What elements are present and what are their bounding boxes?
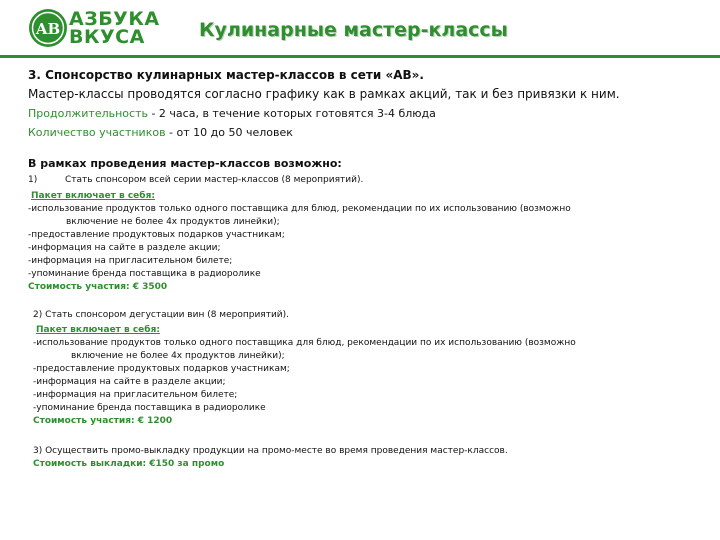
section-heading: 3. Спонсорство кулинарных мастер-классов в сети «АВ». bbox=[28, 68, 424, 82]
participants-value: - от 10 до 50 человек bbox=[165, 126, 293, 139]
logo-line-2: ВКУСА bbox=[69, 26, 145, 48]
option-1-item: -упоминание бренда поставщика в радиоролике bbox=[28, 269, 261, 279]
option-2-item: -упоминание бренда поставщика в радиоролике bbox=[33, 403, 266, 413]
logo-line-1: АЗБУКА bbox=[69, 8, 160, 30]
option-2-item: -использование продуктов только одного поставщика для блюд, рекомендации по их использованию (возможно bbox=[33, 338, 576, 348]
option-3-title: 3) Осуществить промо-выкладку продукции на промо-месте во время проведения мастер-классов. bbox=[33, 446, 508, 456]
option-1-title-row bbox=[28, 174, 708, 187]
option-1-item: -использование продуктов только одного поставщика для блюд, рекомендации по их использованию (возможно bbox=[28, 204, 571, 214]
option-3-block bbox=[33, 445, 713, 471]
page-title: Кулинарные мастер-классы bbox=[199, 19, 508, 41]
logo[interactable] bbox=[28, 8, 176, 48]
duration-row bbox=[28, 104, 708, 123]
option-1-item: -предоставление продуктовых подарков участникам; bbox=[28, 230, 285, 240]
option-2-package-label: Пакет включает в себя: bbox=[36, 325, 160, 335]
section-description: Мастер-классы проводятся согласно графику как в рамках акций, так и без привязки к ним. bbox=[28, 87, 620, 101]
duration-value: - 2 часа, в течение которых готовятся 3-4 блюда bbox=[147, 107, 436, 120]
duration-label: Продолжительность bbox=[28, 107, 148, 120]
option-1-item: -информация на сайте в разделе акции; bbox=[28, 243, 221, 253]
participants-label: Количество участников bbox=[28, 126, 166, 139]
option-1-item: -информация на пригласительном билете; bbox=[28, 256, 233, 266]
option-2-item: включение не более 4х продуктов линейки); bbox=[71, 351, 285, 361]
option-2-item: -предоставление продуктовых подарков участникам; bbox=[33, 364, 290, 374]
option-2-item: -информация на пригласительном билете; bbox=[33, 390, 238, 400]
option-1-block bbox=[28, 156, 708, 294]
participants-row bbox=[28, 123, 708, 142]
option-1-item: включение не более 4х продуктов линейки); bbox=[66, 217, 280, 227]
options-heading: В рамках проведения мастер-классов возможно: bbox=[28, 157, 342, 170]
logo-text bbox=[69, 10, 160, 46]
header-divider bbox=[0, 55, 720, 58]
option-1-package-label: Пакет включает в себя: bbox=[31, 191, 155, 201]
logo-monogram: AB bbox=[35, 20, 61, 38]
header bbox=[0, 0, 720, 55]
option-2-price: Стоимость участия: € 1200 bbox=[33, 416, 173, 426]
option-3-price: Стоимость выкладки: €150 за промо bbox=[33, 459, 225, 469]
option-1-title: Стать спонсором всей серии мастер-классов (8 мероприятий). bbox=[65, 175, 364, 185]
option-2-block bbox=[33, 309, 713, 428]
logo-mark-icon bbox=[28, 8, 68, 48]
option-1-price: Стоимость участия: € 3500 bbox=[28, 282, 168, 292]
sponsorship-intro bbox=[28, 66, 708, 142]
option-1-number: 1) bbox=[28, 175, 38, 185]
option-2-title: 2) Стать спонсором дегустации вин (8 мероприятий). bbox=[33, 310, 290, 320]
option-2-item: -информация на сайте в разделе акции; bbox=[33, 377, 226, 387]
